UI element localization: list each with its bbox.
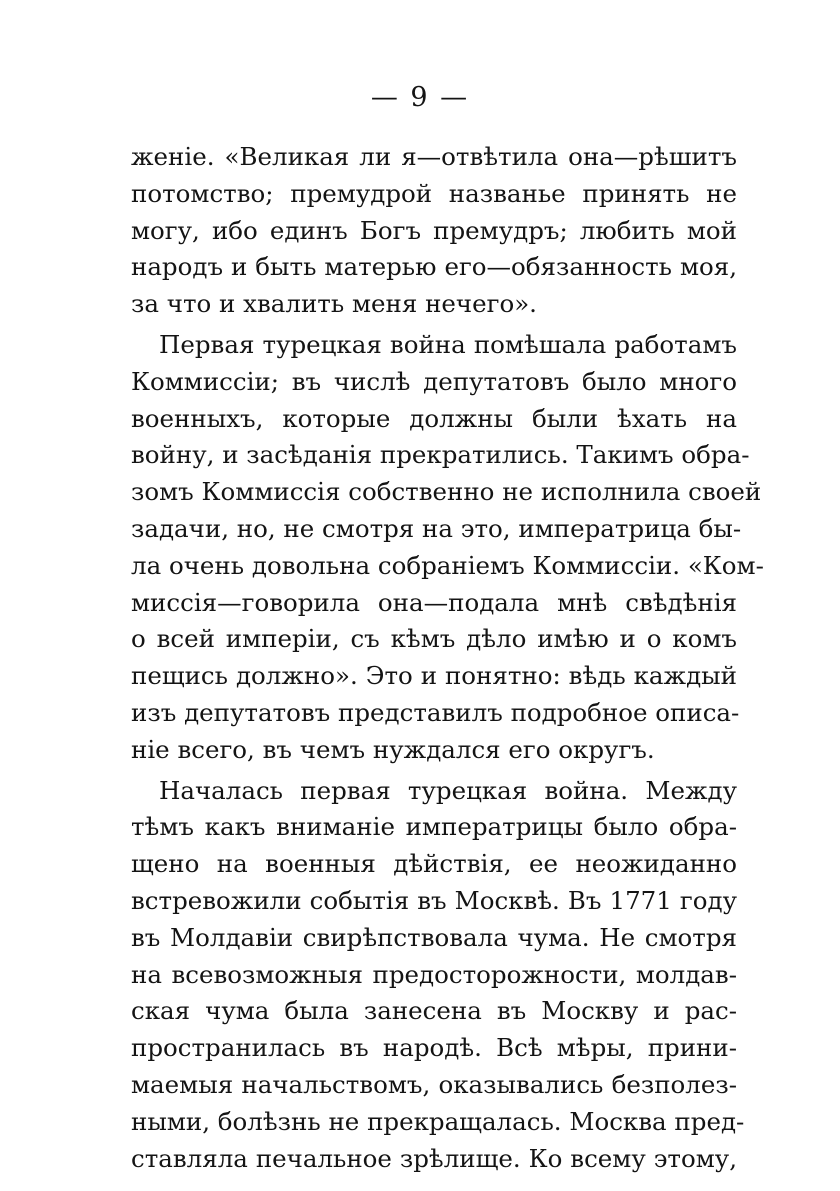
- text-line: ніе всего, въ чемъ нуждался его округъ.: [131, 734, 655, 764]
- text-line: потомство; премудрой названье принять не: [131, 178, 737, 208]
- text-line: встревожили событія въ Москвѣ. Въ 1771 году: [131, 885, 737, 915]
- text-line: щено на военныя дѣйствія, ее неожиданно: [131, 849, 737, 879]
- text-line: военныхъ, которые должны были ѣхать на: [131, 403, 737, 433]
- text-line: тѣмъ какъ вниманіе императрицы было обра-: [131, 812, 737, 842]
- text-line: Началась первая турецкая война. Между: [159, 775, 737, 805]
- text-line: за что и хвалить меня нечего».: [131, 289, 537, 319]
- text-line: могу, ибо единъ Богъ премудръ; любить мой: [131, 215, 737, 245]
- text-line: ставляла печальное зрѣлище. Ко всему этому,: [131, 1143, 737, 1173]
- text-line: маемыя начальствомъ, оказывались безполез-: [131, 1069, 737, 1099]
- page-number: — 9 —: [370, 82, 470, 113]
- text-line: войну, и засѣданія прекратились. Такимъ обра-: [131, 440, 750, 470]
- text-line: Коммиссіи; въ числѣ депутатовъ было много: [131, 366, 737, 396]
- paragraph-2: [131, 327, 764, 769]
- paragraph-3: [131, 773, 745, 1178]
- text-line: о всей имперіи, съ кѣмъ дѣло имѣю и о комъ: [131, 624, 737, 654]
- text-line: пещись должно». Это и понятно: вѣдь каждый: [131, 661, 737, 691]
- text-line: на всевозможныя предосторожности, молдав-: [131, 959, 737, 989]
- text-line: въ Молдавіи свирѣпствовала чума. Не смотря: [131, 922, 737, 952]
- text-line: Первая турецкая война помѣшала работамъ: [159, 329, 737, 359]
- text-line: зомъ Коммиссія собственно не исполнила своей: [131, 477, 762, 507]
- text-line: пространилась въ народѣ. Всѣ мѣры, прини-: [131, 1033, 737, 1063]
- text-line: народъ и быть матерью его—обязанность моя,: [131, 252, 737, 282]
- text-line: изъ депутатовъ представилъ подробное описа-: [131, 697, 740, 727]
- text-line: ская чума была занесена въ Москву и рас-: [131, 996, 737, 1026]
- text-line: задачи, но, не смотря на это, императрица бы-: [131, 513, 742, 543]
- text-line: женіе. «Великая ли я—отвѣтила она—рѣшитъ: [131, 142, 737, 171]
- body-text: [131, 139, 764, 1177]
- text-line: ными, болѣзнь не прекращалась. Москва пред-: [131, 1106, 745, 1136]
- text-line: миссія—говорила она—подала мнѣ свѣдѣнія: [131, 587, 737, 617]
- text-line: ла очень довольна собраніемъ Коммиссіи. «Ком-: [131, 550, 764, 580]
- paragraph-1: [131, 139, 737, 323]
